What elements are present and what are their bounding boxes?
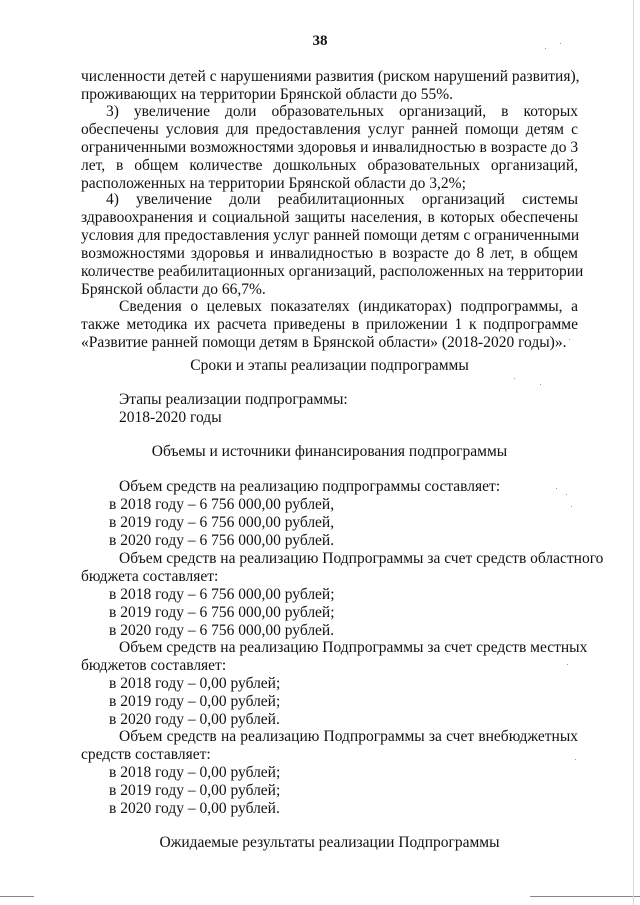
scan-speck	[569, 339, 570, 340]
scan-speck	[575, 759, 576, 760]
item-4-line: количестве реабилитационных организаций, расположенных на территории	[81, 263, 584, 280]
item-4-line: условия для предоставления услуг ранней помощи детям с ограниченными	[81, 227, 580, 244]
funding-local-year: в 2018 году – 0,00 рублей;	[109, 675, 281, 692]
terms-value: 2018-2020 годы	[119, 409, 222, 426]
funding-regional-year: в 2019 году – 6 756 000,00 рублей;	[109, 604, 335, 621]
funding-local-year: в 2019 году – 0,00 рублей;	[109, 693, 281, 710]
scan-speck	[545, 48, 546, 49]
intro-line: проживающих на территории Брянской области до 55%.	[81, 86, 453, 103]
scan-speck	[560, 43, 561, 44]
item-4-line: Брянской области до 66,7%.	[81, 281, 266, 298]
funding-total-year: в 2020 году – 6 756 000,00 рублей.	[109, 532, 335, 549]
funding-regional-intro: Объем средств на реализацию Подпрограммы за счет средств областного	[119, 550, 604, 567]
funding-heading: Объемы и источники финансирования подпрограммы	[151, 443, 508, 460]
terms-label: Этапы реализации подпрограммы:	[119, 391, 348, 408]
scan-edge-line	[633, 0, 634, 905]
indicators-line: Сведения о целевых показателях (индикаторах) подпрограммы, а	[119, 298, 578, 315]
results-heading: Ожидаемые результаты реализации Подпрограммы	[159, 834, 500, 851]
item-4-line: 4) увеличение доли реабилитационных организаций системы	[106, 191, 578, 208]
funding-extra-year: в 2018 году – 0,00 рублей;	[109, 764, 281, 781]
funding-total-year: в 2018 году – 6 756 000,00 рублей,	[109, 496, 335, 513]
funding-local-year: в 2020 году – 0,00 рублей.	[109, 711, 280, 728]
item-3-line: лет, в общем количестве дошкольных образовательных организаций,	[81, 157, 578, 174]
funding-extra-year: в 2019 году – 0,00 рублей;	[109, 782, 281, 799]
funding-regional-year: в 2020 году – 6 756 000,00 рублей.	[109, 622, 335, 639]
item-3-line: ограниченными возможностями здоровья и инвалидностью в возрасте до 3	[81, 139, 579, 156]
funding-local-intro: Объем средств на реализацию Подпрограммы за счет средств местных	[119, 639, 588, 656]
funding-total-year: в 2019 году – 6 756 000,00 рублей,	[109, 514, 335, 531]
funding-extra-intro: Объем средств на реализацию Подпрограммы за счет внебюджетных	[119, 728, 578, 745]
indicators-line: «Развитие ранней помощи детям в Брянской области» (2018-2020 годы)».	[81, 334, 567, 351]
indicators-line: также методика их расчета приведены в приложении 1 к подпрограмме	[81, 316, 578, 333]
intro-line: численности детей с нарушениями развития (риском нарушений развития),	[81, 68, 580, 85]
scan-speck	[567, 664, 568, 665]
item-4-line: возможностями здоровья и инвалидностью в возрасте до 8 лет, в общем	[81, 245, 578, 262]
scan-speck	[566, 494, 567, 495]
scan-speck	[556, 488, 557, 489]
scan-edge-line	[0, 896, 34, 897]
item-4-line: здравоохранения и социальной защиты населения, в которых обеспечены	[81, 209, 578, 226]
funding-local-intro: бюджетов составляет:	[81, 657, 227, 674]
scan-speck	[540, 384, 541, 385]
page-number: 38	[312, 33, 328, 49]
scan-speck	[571, 506, 572, 507]
item-3-line: обеспечены условия для предоставления услуг ранней помощи детям с	[81, 121, 578, 138]
scan-edge-line	[530, 896, 640, 897]
funding-total-intro: Объем средств на реализацию подпрограммы составляет:	[119, 478, 501, 495]
funding-extra-year: в 2020 году – 0,00 рублей.	[109, 800, 280, 817]
terms-heading: Сроки и этапы реализации подпрограммы	[190, 357, 469, 374]
funding-regional-intro: бюджета составляет:	[81, 568, 219, 585]
item-3-line: 3) увеличение доли образовательных организаций, в которых	[106, 103, 578, 120]
funding-extra-intro: средств составляет:	[81, 746, 211, 763]
scan-speck	[514, 378, 515, 379]
item-3-line: расположенных на территории Брянской области до 3,2%;	[81, 175, 466, 192]
funding-regional-year: в 2018 году – 6 756 000,00 рублей;	[109, 586, 335, 603]
